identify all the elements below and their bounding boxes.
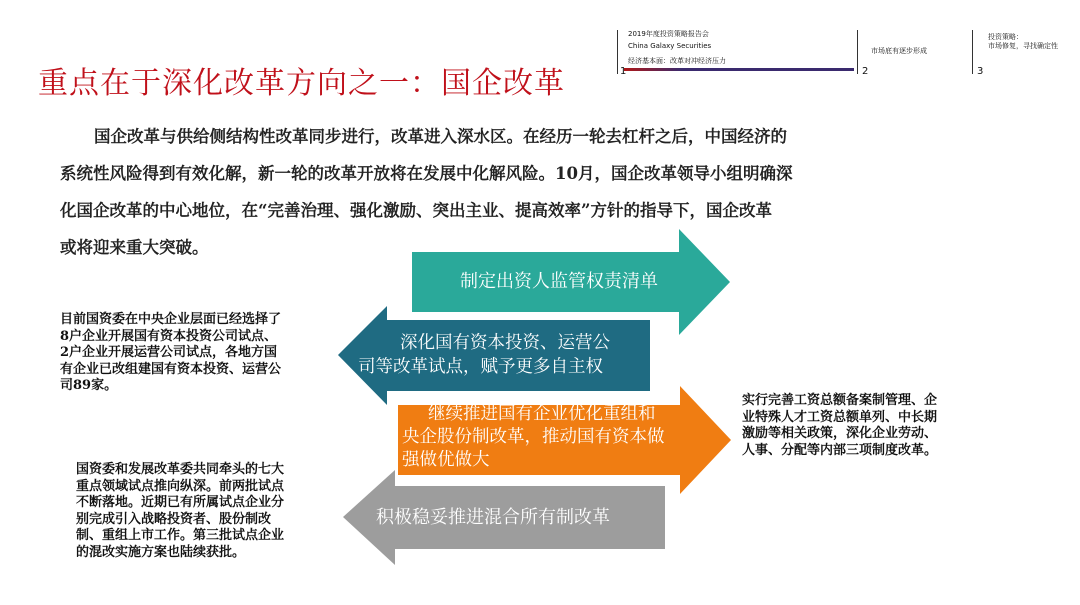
note-line: 国资委和发展改革委共同牵头的七大 (76, 462, 285, 477)
note-line: 实行完善工资总额备案制管理、企 (742, 393, 938, 408)
note-line: 的混改实施方案也陆续获批。 (76, 544, 246, 560)
arrow-label-line: 司等改革试点，赋予更多自主权 (358, 357, 603, 377)
note-line: 2户企业开展运营公司试点，各地方国 (60, 345, 278, 360)
note-line: 目前国资委在中央企业层面已经选择了 (60, 312, 282, 327)
page-title: 重点在于深化改革方向之一：国企改革 (38, 66, 565, 101)
arrow-label-line: 强做优做大 (402, 450, 490, 470)
arrow-label-line: 央企股份制改革，推动国有资本做 (402, 427, 665, 447)
paragraph-line: 化国企改革的中心地位，在“完善治理、强化激励、突出主业、提高效率”方针的指导下，国企改革 (60, 201, 772, 220)
header-page-1: 1 (620, 66, 627, 77)
paragraph-line: 国企改革与供给侧结构性改革同步进行，改革进入深水区。在经历一轮去杠杆之后，中国经济的 (94, 127, 787, 146)
arrow-label-teal: 制定出资人监管权责清单 (460, 271, 658, 292)
header-page-3: 3 (977, 66, 984, 77)
header-col2-text: 市场底有逐步形成 (871, 47, 927, 55)
paragraph-line: 系统性风险得到有效化解，新一轮的改革开放将在发展中化解风险。10月，国企改革领导小组明确深 (60, 164, 793, 183)
header-col3-line1: 投资策略： (988, 33, 1023, 41)
note-line: 8户企业开展国有资本投资公司试点、 (60, 328, 278, 344)
arrow-label-line: 继续推进国有企业优化重组和 (428, 404, 656, 424)
note-left-top (60, 312, 281, 395)
arrow-label-line: 深化国有资本投资、运营公 (400, 333, 610, 353)
note-line: 重点领域试点推向纵深。前两批试点 (76, 478, 285, 494)
note-line: 别完成引入战略投资者、股份制改 (76, 511, 272, 527)
header-col1-line2: China Galaxy Securities (628, 42, 712, 50)
note-line: 激励等相关政策，深化企业劳动、 (742, 426, 938, 441)
note-line: 人事、分配等内部三项制度改革。 (742, 442, 938, 458)
arrow-label-orange (402, 403, 665, 472)
header-col1-line3: 经济基本面：改革对冲经济压力 (628, 57, 726, 65)
header-col3-line2: 市场修复，寻找确定性 (988, 42, 1058, 50)
note-left-bottom (76, 462, 284, 561)
note-right (742, 393, 937, 459)
header-page-2: 2 (862, 66, 869, 77)
note-line: 不断落地。近期已有所属试点企业分 (76, 495, 285, 510)
arrow-label-gray: 积极稳妥推进混合所有制改革 (376, 507, 610, 528)
arrow-label-blue (358, 331, 610, 379)
note-line: 制、重组上市工作。第三批试点企业 (76, 528, 285, 543)
header-col1-line1: 2019年度投资策略报告会 (628, 30, 709, 38)
paragraph-line: 或将迎来重大突破。 (60, 238, 209, 257)
note-line: 业特殊人才工资总额单列、中长期 (742, 409, 938, 425)
note-line: 司89家。 (60, 378, 118, 393)
note-line: 有企业已改组建国有资本投资、运营公 (60, 361, 282, 377)
